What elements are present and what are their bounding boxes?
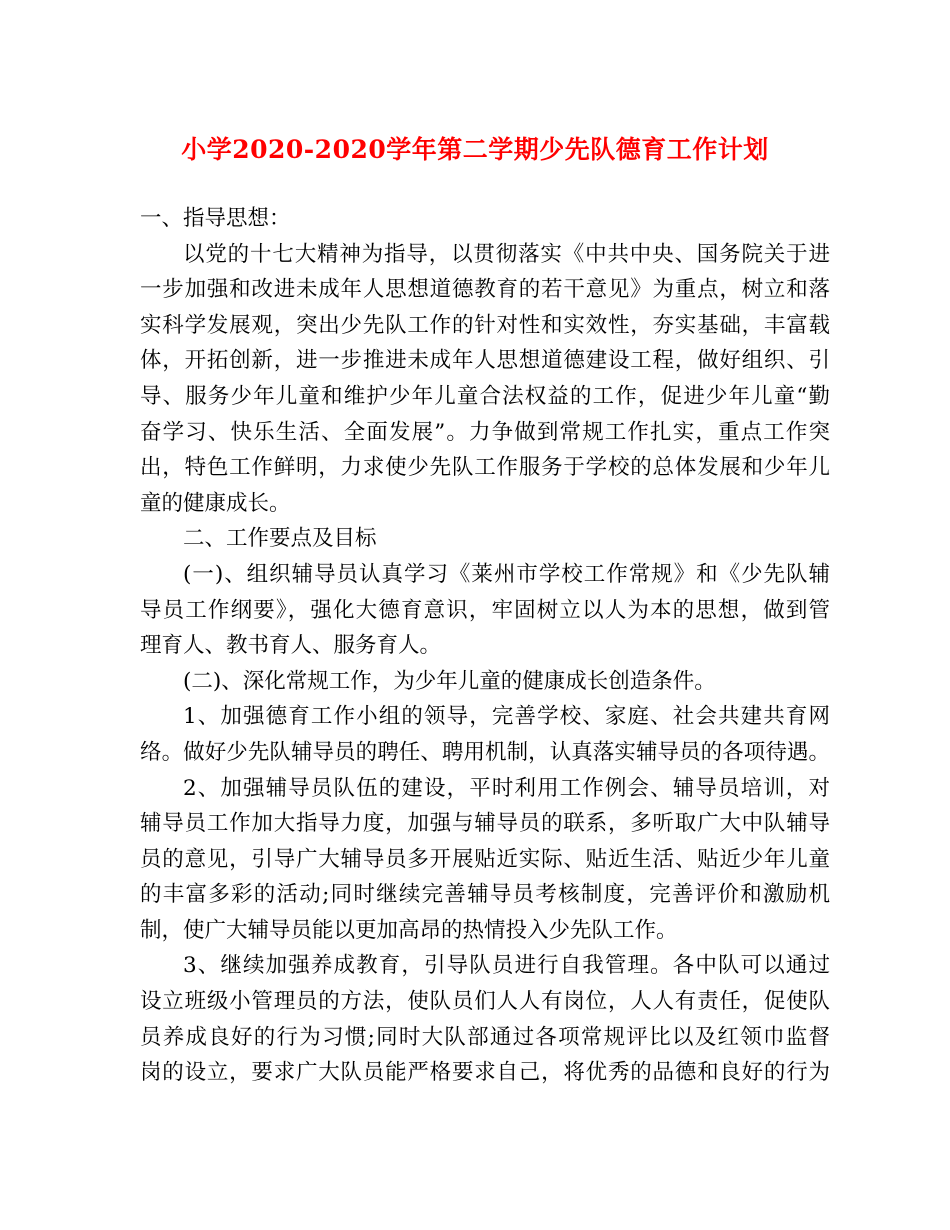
text-line: 络。做好少先队辅导员的聘任、聘用机制，认真落实辅导员的各项待遇。 (140, 739, 830, 765)
text-line: 岗的设立，要求广大队员能严格要求自己，将优秀的品德和良好的行为 (140, 1060, 830, 1086)
text-line: 员养成良好的行为习惯;同时大队部通过各项常规评比以及红领巾监督 (140, 1024, 830, 1050)
text-line: (二)、深化常规工作，为少年儿童的健康成长创造条件。 (183, 668, 716, 694)
text-line: 的丰富多彩的活动;同时继续完善辅导员考核制度，完善评价和激励机 (140, 882, 830, 908)
text-line: 辅导员工作加大指导力度，加强与辅导员的联系，多听取广大中队辅导 (140, 811, 830, 837)
text-line: (一)、组织辅导员认真学习《莱州市学校工作常规》和《少先队辅 (183, 561, 830, 587)
text-line: 奋学习、快乐生活、全面发展”。力争做到常规工作扎实，重点工作突 (140, 419, 830, 445)
text-line: 导员工作纲要》，强化大德育意识，牢固树立以人为本的思想，做到管 (140, 597, 830, 623)
text-line: 导、服务少年儿童和维护少年儿童合法权益的工作，促进少年儿童“勤 (140, 383, 830, 409)
text-line: 出，特色工作鲜明，力求使少先队工作服务于学校的总体发展和少年儿 (140, 455, 830, 481)
text-line: 制，使广大辅导员能以更加高昂的热情投入少先队工作。 (140, 917, 678, 943)
text-line: 体，开拓创新，进一步推进未成年人思想道德建设工程，做好组织、引 (140, 348, 830, 374)
document-title: 小学2020-2020学年第二学期少先队德育工作计划 (181, 135, 769, 164)
text-line: 1、加强德育工作小组的领导，完善学校、家庭、社会共建共育网 (183, 704, 830, 730)
text-line: 员的意见，引导广大辅导员多开展贴近实际、贴近生活、贴近少年儿童 (140, 846, 830, 872)
text-line: 童的健康成长。 (140, 490, 291, 516)
text-line: 一、指导思想： (140, 206, 291, 231)
text-line: 二、工作要点及目标 (183, 526, 377, 552)
text-line: 理育人、教书育人、服务育人。 (140, 633, 442, 659)
text-line: 2、加强辅导员队伍的建设，平时利用工作例会、辅导员培训，对 (183, 775, 830, 801)
text-line: 以党的十七大精神为指导，以贯彻落实《中共中央、国务院关于进 (183, 241, 830, 267)
text-line: 一步加强和改进未成年人思想道德教育的若干意见》为重点，树立和落 (140, 277, 830, 303)
text-line: 3、继续加强养成教育，引导队员进行自我管理。各中队可以通过 (183, 953, 830, 979)
document-body (140, 201, 830, 1091)
text-line: 设立班级小管理员的方法，使队员们人人有岗位，人人有责任，促使队 (140, 989, 830, 1015)
text-line: 实科学发展观，突出少先队工作的针对性和实效性，夯实基础，丰富载 (140, 312, 830, 338)
